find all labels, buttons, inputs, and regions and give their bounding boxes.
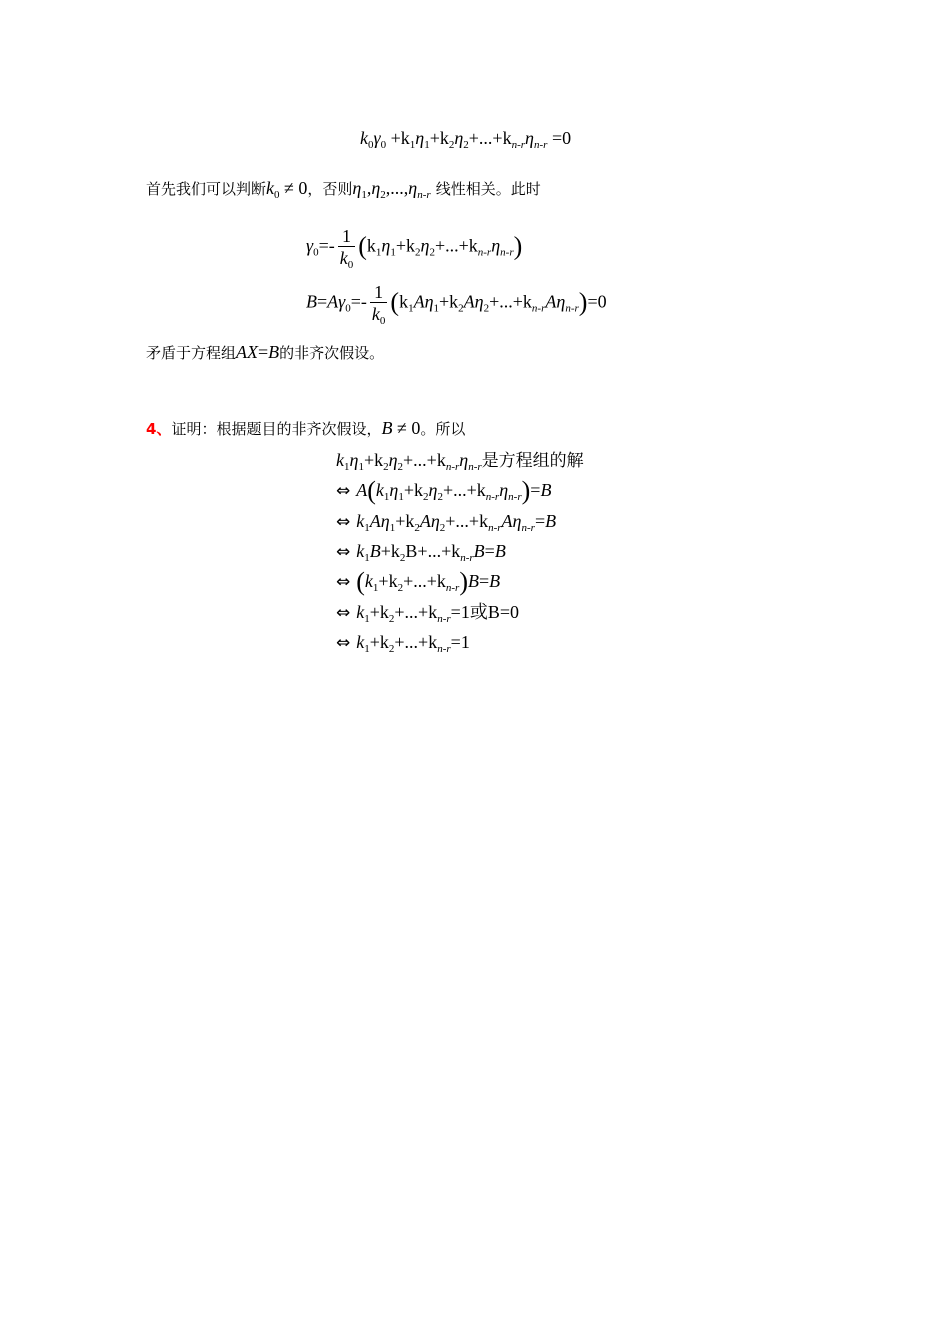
iff-symbol: ⇔ — [336, 572, 351, 592]
iff-symbol: ⇔ — [336, 542, 351, 562]
equation-gamma0: $\gamma_0=-$ $\frac{1}{k_0}$ $(k_1\eta_1+k_2\eta_2+...+k_{n-r}\eta_{n-r})$ — [306, 226, 523, 271]
intro-prefix: 首先我们可以判断 — [146, 180, 267, 198]
paragraph-contradiction: 矛盾于方程组AX=B的非齐次假设。 — [146, 342, 385, 362]
iff-symbol: ⇔ — [336, 603, 351, 623]
equiv-line-4: ⇔ $k_1B+k_2B+...+k_{n-r}B=B$ — [336, 541, 506, 564]
intro-middle: ，否则 — [307, 180, 353, 198]
equiv-line-6: ⇔ $k_1+k_2+...+k_{n-r}=1$或B=0 — [336, 602, 519, 625]
iff-symbol: ⇔ — [336, 481, 351, 501]
equiv-line-2: ⇔ $A(k_1\eta_1+k_2\eta_2+...+k_{n-r}\eta_{n-r})=B$ — [336, 476, 552, 505]
equiv-line-3: ⇔ $k_1A\eta_1+k_2A\eta_2+...+k_{n-r}A\eta_{n-r}=B$ — [336, 511, 557, 534]
contradiction-suffix: 的非齐次假设。 — [279, 344, 385, 362]
contradiction-prefix: 矛盾于方程组 — [146, 344, 237, 362]
solution-phrase: 是方程组的解 — [481, 451, 584, 471]
problem-number: 4、 — [146, 420, 172, 438]
proof-text: 证明：根据题目的非齐次假设， — [171, 420, 382, 438]
or-phrase: =1或B=0 — [450, 602, 519, 622]
proof-suffix: 。所以 — [420, 420, 466, 438]
equiv-line-7: ⇔ $k_1+k_2+...+k_{n-r}=1$ — [336, 632, 470, 655]
iff-symbol: ⇔ — [336, 633, 351, 653]
paragraph-proof-4: 4、证明：根据题目的非齐次假设，B ≠ 0。所以 — [146, 418, 466, 438]
iff-symbol: ⇔ — [336, 512, 351, 532]
paragraph-k0-nonzero: 首先我们可以判断$k_0 \ne 0$，否则$\eta_1,\eta_2,...,\eta_{n-r}$ 线性相关。此时 — [146, 178, 541, 201]
equiv-line-1: $k_1\eta_1+k_2\eta_2+...+k_{n-r}\eta_{n-r}$是方程组的解 — [336, 450, 584, 473]
equation-b-equals-zero: $B=A\gamma_0=-$ $\frac{1}{k_0}$ $(k_1A\eta_1+k_2A\eta_2+...+k_{n-r}A\eta_{n-r})=0$ — [306, 282, 607, 327]
equiv-line-5: ⇔ $(k_1+k_2+...+k_{n-r})B=B$ — [336, 567, 501, 596]
equation-linear-combination: $k_0\gamma_0 +k_1\eta_1+k_2\eta_2+...+k_{n-r}\eta_{n-r} =0$ — [360, 128, 572, 151]
intro-suffix: 线性相关。此时 — [435, 180, 541, 198]
